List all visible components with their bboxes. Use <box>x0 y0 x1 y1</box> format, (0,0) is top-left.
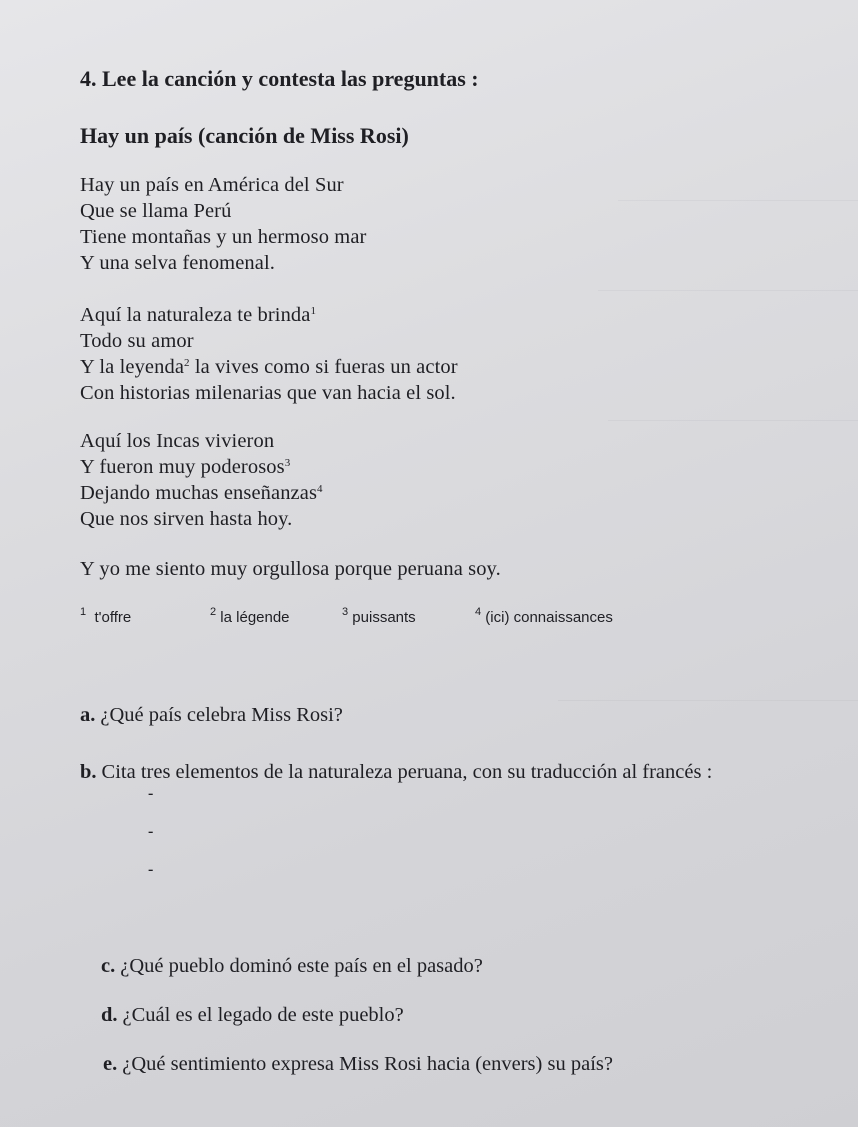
question-a <box>80 704 343 727</box>
lyric-line <box>80 456 290 479</box>
lyric-line: Tiene montañas y un hermoso mar <box>80 226 367 248</box>
question-d <box>101 1004 404 1027</box>
lyric-text: Y fueron muy poderosos <box>80 456 285 478</box>
footnote <box>475 606 613 626</box>
footnote <box>210 606 290 626</box>
show-through-mark <box>608 420 858 421</box>
lyric-text: Y la leyenda <box>80 356 185 378</box>
footnote-text: (ici) connaissances <box>485 609 613 626</box>
answer-dash: - <box>148 861 154 878</box>
question-e <box>103 1053 613 1076</box>
exercise-title: 4. Lee la canción y contesta las preguntas : <box>80 66 479 91</box>
lyric-line: Aquí los Incas vivieron <box>80 430 275 452</box>
lyric-line: Hay un país en América del Sur <box>80 174 344 196</box>
footnote-number: 2 <box>210 606 217 618</box>
lyric-text: la vives como si fueras un actor <box>189 356 458 378</box>
question-letter: a. <box>80 704 96 726</box>
lyric-text: Dejando muchas enseñanzas <box>80 482 318 504</box>
show-through-mark <box>618 200 858 201</box>
question-letter: d. <box>101 1004 118 1026</box>
song-title: Hay un país (canción de Miss Rosi) <box>80 123 409 148</box>
question-text: ¿Qué sentimiento expresa Miss Rosi hacia (envers) su país? <box>122 1053 613 1075</box>
footnote <box>342 606 416 626</box>
question-b <box>80 761 712 784</box>
lyric-text: Aquí la naturaleza te brinda <box>80 304 311 326</box>
question-c <box>101 955 483 978</box>
lyric-line: Que nos sirven hasta hoy. <box>80 508 293 530</box>
question-letter: c. <box>101 955 116 977</box>
answer-dash: - <box>148 823 154 840</box>
lyric-line <box>80 482 323 505</box>
answer-dash: - <box>148 785 154 802</box>
lyric-line <box>80 356 458 379</box>
lyric-line: Con historias milenarias que van hacia el sol. <box>80 382 456 404</box>
footnote-number: 4 <box>475 606 482 618</box>
question-text: ¿Qué país celebra Miss Rosi? <box>100 704 343 726</box>
footnote-marker: 2 <box>184 357 190 369</box>
footnote <box>80 606 132 626</box>
footnote-number: 1 <box>80 606 87 618</box>
lyric-line: Y yo me siento muy orgullosa porque peruana soy. <box>80 558 501 580</box>
lyric-line: Todo su amor <box>80 330 194 352</box>
show-through-mark <box>598 290 858 291</box>
footnote-text: t'offre <box>94 609 132 626</box>
footnote-marker: 4 <box>317 483 323 495</box>
footnote-number: 3 <box>342 606 349 618</box>
footnote-text: la légende <box>220 609 290 626</box>
lyric-line: Y una selva fenomenal. <box>80 252 275 274</box>
question-text: ¿Cuál es el legado de este pueblo? <box>122 1004 404 1026</box>
lyric-line <box>80 304 316 327</box>
footnote-marker: 3 <box>284 457 291 469</box>
question-text: Cita tres elementos de la naturaleza peruana, con su traducción al francés : <box>101 761 713 783</box>
question-letter: e. <box>103 1053 118 1075</box>
question-letter: b. <box>80 761 97 783</box>
footnote-marker: 1 <box>310 305 317 317</box>
show-through-mark <box>558 700 858 701</box>
footnote-text: puissants <box>352 609 416 626</box>
question-text: ¿Qué pueblo dominó este país en el pasado? <box>120 955 483 977</box>
lyric-line: Que se llama Perú <box>80 200 232 222</box>
